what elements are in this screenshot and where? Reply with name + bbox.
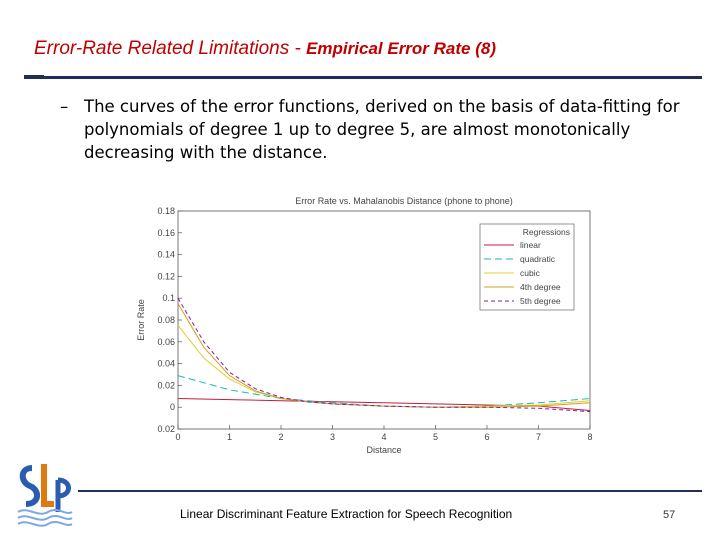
slide-title — [34, 38, 496, 60]
series-line-linear — [178, 399, 590, 411]
x-axis-label: Distance — [366, 445, 402, 455]
title-divider — [24, 76, 702, 79]
footer-text: Linear Discriminant Feature Extraction for Speech Recognition — [180, 507, 513, 521]
legend-label: 5th degree — [520, 296, 561, 306]
y-tick-label: 0.06 — [157, 336, 175, 347]
y-tick-label: 0 — [169, 402, 175, 413]
y-tick-label: 0.12 — [157, 271, 175, 282]
footer-divider — [78, 490, 702, 492]
x-tick-label: 1 — [226, 432, 233, 442]
chart-title: Error Rate vs. Mahalanobis Distance (phone to phone) — [295, 196, 513, 206]
legend-title: Regressions — [522, 227, 570, 237]
x-tick-label: 7 — [535, 432, 542, 442]
slide-title-main: Error-Rate Related Limitations - — [34, 38, 307, 59]
legend-label: cubic — [520, 268, 540, 278]
series-line-cubic — [178, 325, 590, 407]
y-tick-label: 0.02 — [157, 424, 175, 434]
bullet-point — [60, 95, 690, 164]
bullet-text: The curves of the error functions, derived on the basis of data-fitting for polynomials of degree 1 up to degree 5, are almost monotonically decreasing with the distance. — [84, 97, 680, 162]
legend-label: 4th degree — [520, 282, 561, 292]
x-tick-label: 5 — [432, 432, 439, 442]
bullet-dash: – — [60, 97, 69, 116]
x-tick-label: 6 — [484, 432, 490, 442]
x-tick-label: 2 — [278, 432, 284, 442]
legend-label: quadratic — [520, 254, 555, 264]
slide-title-sub: Empirical Error Rate (8) — [306, 39, 496, 58]
series-line-4th-degree — [178, 304, 590, 408]
legend-label: linear — [520, 240, 541, 250]
x-tick-label: 0 — [175, 432, 181, 442]
y-tick-label: 0.14 — [157, 249, 175, 260]
y-axis-label: Error Rate — [136, 299, 146, 341]
y-tick-label: 0.18 — [157, 206, 175, 216]
error-rate-chart — [130, 190, 610, 460]
y-tick-label: 0.16 — [157, 227, 175, 238]
page-number: 57 — [663, 509, 676, 521]
slp-logo — [14, 460, 74, 535]
y-tick-label: 0.04 — [157, 358, 175, 369]
slp-logo-icon — [14, 460, 74, 530]
x-tick-label: 3 — [329, 432, 336, 442]
y-tick-label: 0.02 — [157, 380, 175, 391]
series-line-5th-degree — [178, 298, 590, 411]
y-tick-label: 0.1 — [162, 293, 175, 304]
x-tick-label: 8 — [587, 432, 593, 442]
x-tick-label: 4 — [381, 432, 387, 442]
y-tick-label: 0.08 — [157, 315, 175, 325]
